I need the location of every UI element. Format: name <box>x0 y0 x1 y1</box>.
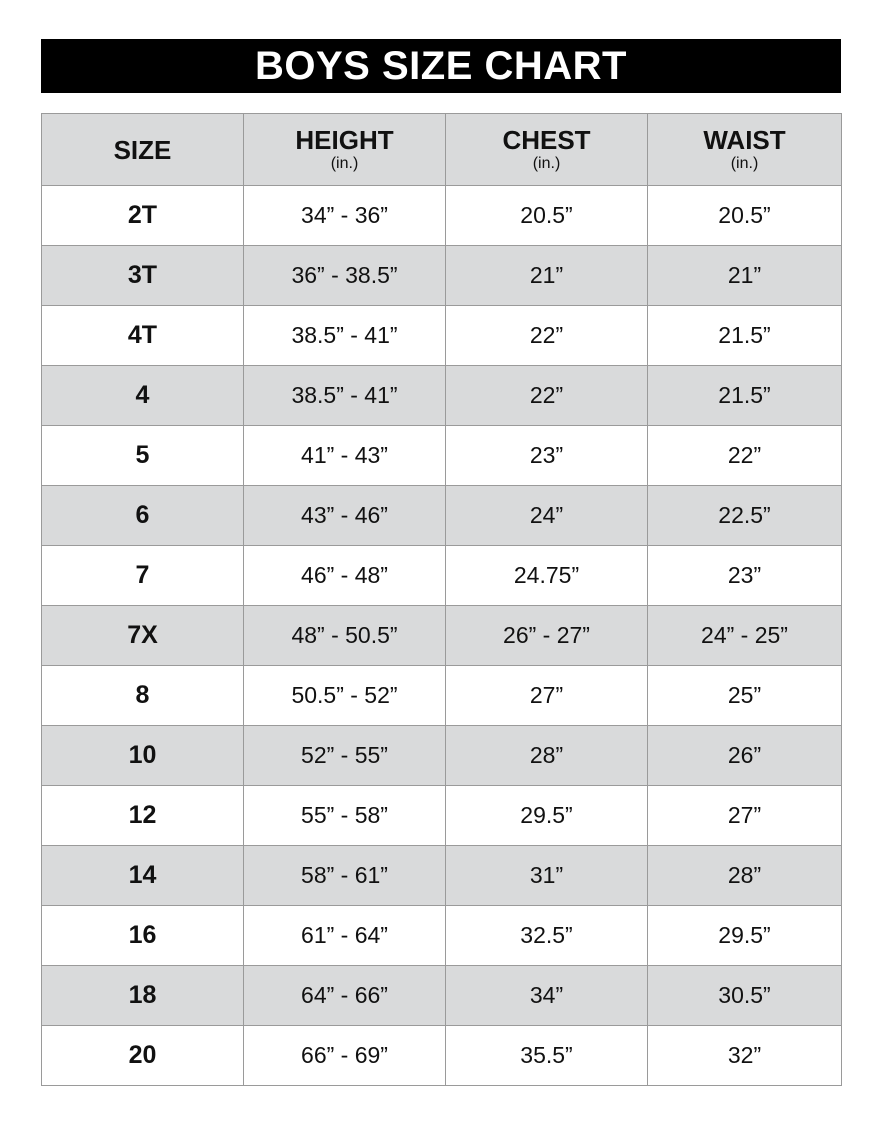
header-row <box>42 114 842 186</box>
height-cell: 61” - 64” <box>244 906 446 966</box>
size-cell: 7 <box>42 546 244 606</box>
table-row <box>42 306 842 366</box>
table-row <box>42 606 842 666</box>
size-cell: 10 <box>42 726 244 786</box>
height-cell: 58” - 61” <box>244 846 446 906</box>
size-cell: 18 <box>42 966 244 1026</box>
chest-cell: 22” <box>446 366 648 426</box>
header-waist <box>648 114 842 186</box>
chest-cell: 35.5” <box>446 1026 648 1086</box>
waist-cell: 23” <box>648 546 842 606</box>
waist-cell: 22.5” <box>648 486 842 546</box>
waist-cell: 22” <box>648 426 842 486</box>
height-cell: 38.5” - 41” <box>244 366 446 426</box>
waist-cell: 21.5” <box>648 366 842 426</box>
table-row <box>42 546 842 606</box>
chest-cell: 28” <box>446 726 648 786</box>
size-cell: 3T <box>42 246 244 306</box>
header-waist-label: WAIST <box>703 125 786 155</box>
header-size-label: SIZE <box>113 134 172 165</box>
chest-cell: 21” <box>446 246 648 306</box>
height-cell: 34” - 36” <box>244 186 446 246</box>
size-cell: 16 <box>42 906 244 966</box>
table-row <box>42 966 842 1026</box>
header-chest <box>446 114 648 186</box>
header-chest-label: CHEST <box>502 125 591 155</box>
size-cell: 4 <box>42 366 244 426</box>
waist-cell: 32” <box>648 1026 842 1086</box>
table-row <box>42 666 842 726</box>
table-row <box>42 246 842 306</box>
waist-cell: 28” <box>648 846 842 906</box>
page-title: BOYS SIZE CHART <box>255 44 627 88</box>
chest-cell: 24” <box>446 486 648 546</box>
table-row <box>42 366 842 426</box>
height-cell: 41” - 43” <box>244 426 446 486</box>
table-row <box>42 1026 842 1086</box>
table-row <box>42 426 842 486</box>
chest-cell: 29.5” <box>446 786 648 846</box>
header-height <box>244 114 446 186</box>
waist-cell: 21” <box>648 246 842 306</box>
height-cell: 64” - 66” <box>244 966 446 1026</box>
header-chest-unit: (in.) <box>532 155 561 172</box>
height-cell: 50.5” - 52” <box>244 666 446 726</box>
height-cell: 52” - 55” <box>244 726 446 786</box>
header-height-unit: (in.) <box>330 155 359 172</box>
waist-cell: 27” <box>648 786 842 846</box>
table-row <box>42 726 842 786</box>
size-cell: 7X <box>42 606 244 666</box>
size-cell: 12 <box>42 786 244 846</box>
height-cell: 46” - 48” <box>244 546 446 606</box>
chest-cell: 24.75” <box>446 546 648 606</box>
height-cell: 66” - 69” <box>244 1026 446 1086</box>
size-cell: 20 <box>42 1026 244 1086</box>
height-cell: 55” - 58” <box>244 786 446 846</box>
height-cell: 36” - 38.5” <box>244 246 446 306</box>
chest-cell: 20.5” <box>446 186 648 246</box>
header-size <box>42 114 244 186</box>
height-cell: 43” - 46” <box>244 486 446 546</box>
chest-cell: 34” <box>446 966 648 1026</box>
table-header <box>42 114 842 186</box>
table-row <box>42 906 842 966</box>
header-height-label: HEIGHT <box>295 125 394 155</box>
waist-cell: 21.5” <box>648 306 842 366</box>
title-banner <box>41 39 841 93</box>
table-row <box>42 786 842 846</box>
size-cell: 8 <box>42 666 244 726</box>
chest-cell: 31” <box>446 846 648 906</box>
chest-cell: 27” <box>446 666 648 726</box>
height-cell: 38.5” - 41” <box>244 306 446 366</box>
chest-cell: 23” <box>446 426 648 486</box>
height-cell: 48” - 50.5” <box>244 606 446 666</box>
size-chart-table <box>41 113 842 1086</box>
waist-cell: 24” - 25” <box>648 606 842 666</box>
size-cell: 6 <box>42 486 244 546</box>
chest-cell: 22” <box>446 306 648 366</box>
waist-cell: 26” <box>648 726 842 786</box>
chest-cell: 32.5” <box>446 906 648 966</box>
table-row <box>42 186 842 246</box>
waist-cell: 25” <box>648 666 842 726</box>
size-cell: 5 <box>42 426 244 486</box>
table-row <box>42 846 842 906</box>
table-body <box>42 186 842 1086</box>
size-cell: 4T <box>42 306 244 366</box>
header-waist-unit: (in.) <box>730 155 759 172</box>
size-cell: 14 <box>42 846 244 906</box>
waist-cell: 30.5” <box>648 966 842 1026</box>
size-cell: 2T <box>42 186 244 246</box>
table-row <box>42 486 842 546</box>
chest-cell: 26” - 27” <box>446 606 648 666</box>
waist-cell: 20.5” <box>648 186 842 246</box>
waist-cell: 29.5” <box>648 906 842 966</box>
